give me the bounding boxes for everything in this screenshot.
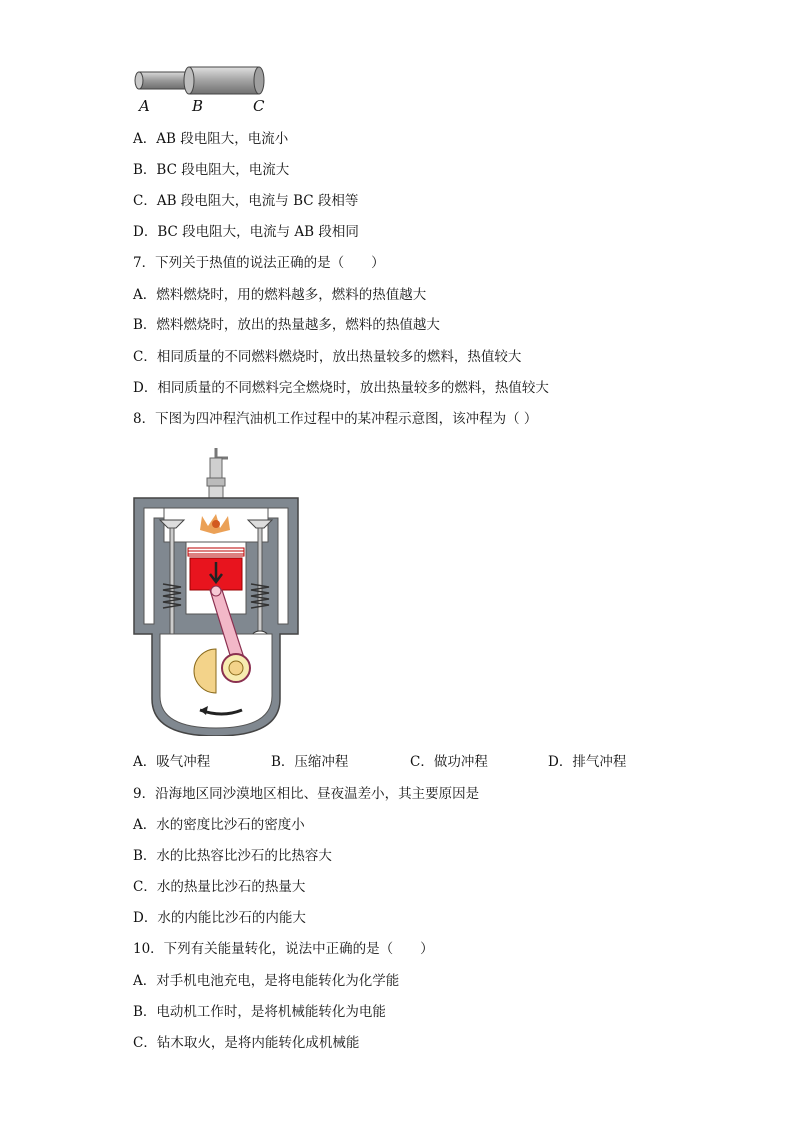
q10-option-a: A．对手机电池充电，是将电能转化为化学能 xyxy=(133,973,400,989)
q8-stem: 8．下图为四冲程汽油机工作过程中的某冲程示意图，该冲程为（ ） xyxy=(133,411,538,427)
q7-stem: 7．下列关于热值的说法正确的是（ ） xyxy=(133,255,385,271)
q10-option-b: B．电动机工作时，是将机械能转化为电能 xyxy=(133,1004,386,1020)
q6-option-b: B．BC 段电阻大，电流大 xyxy=(133,162,290,178)
q10-option-c: C．钻木取火，是将内能转化成机械能 xyxy=(133,1035,360,1051)
engine-diagram xyxy=(130,444,302,736)
q9-option-b: B．水的比热容比沙石的比热容大 xyxy=(133,848,332,864)
q10-stem: 10．下列有关能量转化，说法中正确的是（ ） xyxy=(133,941,434,957)
q7-option-d: D．相同质量的不同燃料完全燃烧时，放出热量较多的燃料，热值较大 xyxy=(133,380,549,396)
q7-option-a: A．燃料燃烧时，用的燃料越多，燃料的热值越大 xyxy=(133,287,427,303)
q6-option-c: C．AB 段电阻大，电流与 BC 段相等 xyxy=(133,193,359,209)
q9-stem: 9．沿海地区同沙漠地区相比、昼夜温差小，其主要原因是 xyxy=(133,786,480,802)
label-b: B xyxy=(192,97,204,115)
q9-option-a: A．水的密度比沙石的密度小 xyxy=(133,817,305,833)
thick-segment-bc xyxy=(184,67,264,94)
q8-option-b: B．压缩冲程 xyxy=(271,754,349,770)
thin-segment-ab xyxy=(135,72,189,89)
label-a: A xyxy=(139,97,150,115)
conductor-labels xyxy=(133,97,273,115)
q9-option-d: D．水的内能比沙石的内能大 xyxy=(133,910,306,926)
q7-option-c: C．相同质量的不同燃料燃烧时，放出热量较多的燃料，热值较大 xyxy=(133,349,522,365)
q6-option-a: A．AB 段电阻大，电流小 xyxy=(133,131,289,147)
label-c: C xyxy=(253,97,265,115)
q8-option-d: D．排气冲程 xyxy=(548,754,627,770)
q8-option-a: A．吸气冲程 xyxy=(133,754,211,770)
q7-option-b: B．燃料燃烧时，放出的热量越多，燃料的热值越大 xyxy=(133,317,440,333)
q6-option-d: D．BC 段电阻大，电流与 AB 段相同 xyxy=(133,224,359,240)
conductor-figure xyxy=(131,64,271,98)
piston xyxy=(188,548,244,590)
q8-options xyxy=(133,753,693,771)
q9-option-c: C．水的热量比沙石的热量大 xyxy=(133,879,306,895)
q8-option-c: C．做功冲程 xyxy=(410,754,488,770)
